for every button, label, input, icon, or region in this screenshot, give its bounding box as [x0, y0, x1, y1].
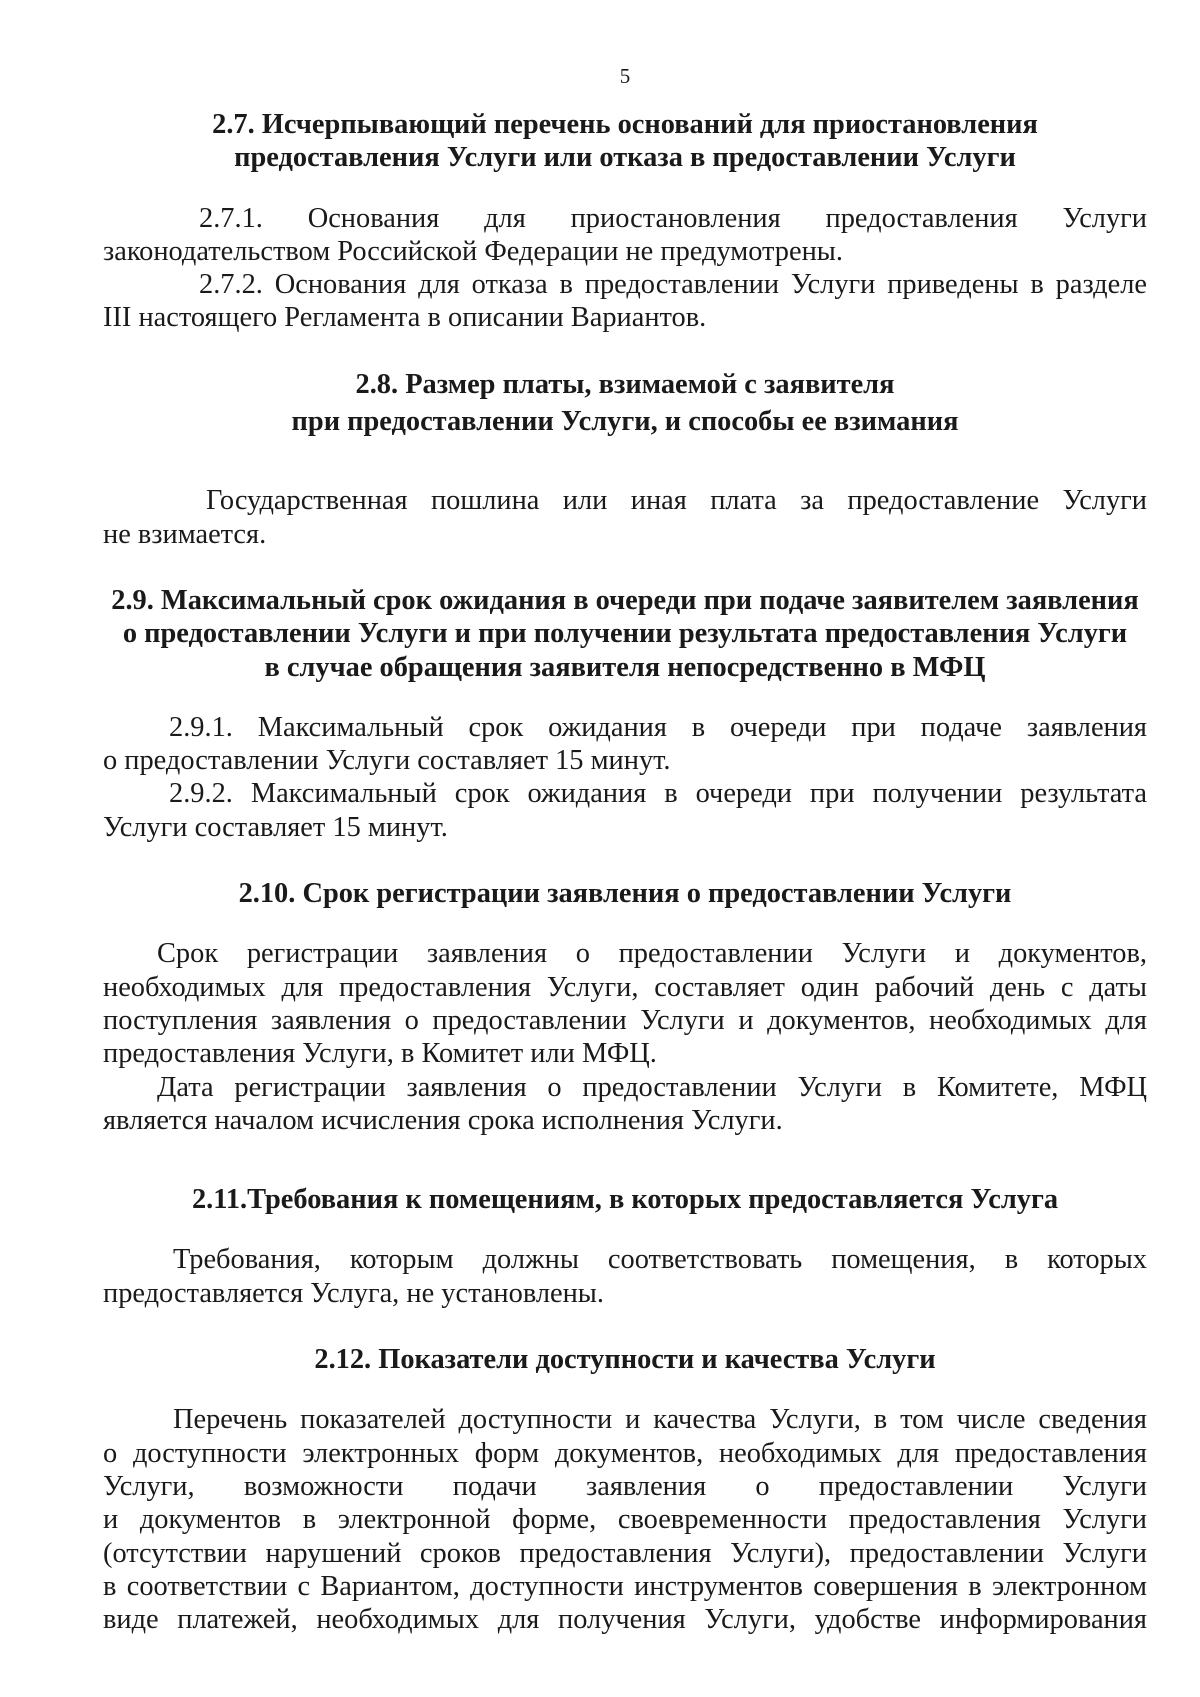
text-line: 2.9.1. Максимальный срок ожидания в очереди при подаче заявления — [169, 711, 1147, 743]
text-line: 2.7.2. Основания для отказа в предоставлении Услуги приведены в разделе — [199, 269, 1147, 301]
section-2-8-heading — [103, 368, 1147, 439]
page-number: 5 — [619, 64, 631, 88]
section-2-12-heading — [103, 1343, 1147, 1376]
section-2-10-heading — [103, 877, 1147, 910]
paragraph-2-7-1 — [103, 202, 1147, 269]
text-line: (отсутствии нарушений сроков предоставления Услуги), предоставлении Услуги — [103, 1537, 1147, 1569]
paragraph-2-7-2 — [103, 268, 1147, 335]
text-line: предоставляется Услуга, не установлены. — [103, 1277, 604, 1309]
text-line: Услуги составляет 15 минут. — [103, 811, 448, 843]
document-page — [103, 108, 1147, 1636]
text-line: Перечень показателей доступности и качества Услуги, в том числе сведения — [173, 1404, 1147, 1436]
paragraph-2-9-2 — [103, 777, 1147, 844]
text-line: и документов в электронной форме, своевременности предоставления Услуги — [103, 1504, 1147, 1536]
heading-line: 2.12. Показатели доступности и качества Услуги — [314, 1344, 936, 1376]
heading-line: в случае обращения заявителя непосредственно в МФЦ — [264, 651, 986, 683]
section-2-7-heading — [103, 108, 1147, 175]
text-line: о предоставлении Услуги составляет 15 минут. — [103, 745, 671, 777]
heading-line: 2.7. Исчерпывающий перечень оснований для приостановления — [212, 109, 1038, 140]
text-line: о доступности электронных форм документов, необходимых для предоставления — [103, 1437, 1147, 1469]
paragraph-2-8 — [103, 484, 1147, 551]
heading-line: при предоставлении Услуги, и способы ее взимания — [291, 406, 959, 438]
text-line: законодательством Российской Федерации не предумотрены. — [103, 235, 843, 267]
section-2-11-heading — [103, 1183, 1147, 1216]
paragraph-2-12 — [103, 1403, 1147, 1636]
text-line: III настоящего Регламента в описании Вариантов. — [103, 302, 707, 334]
text-line: виде платежей, необходимых для получения Услуги, удобстве информирования — [103, 1604, 1147, 1636]
text-line: Требования, которым должны соответствовать помещения, в которых — [173, 1244, 1147, 1276]
text-line: 2.7.1. Основания для приостановления предоставления Услуги — [199, 202, 1147, 234]
text-line: Срок регистрации заявления о предоставлении Услуги и документов, — [157, 938, 1147, 970]
text-line: 2.9.2. Максимальный срок ожидания в очереди при получении результата — [169, 778, 1147, 810]
heading-line: 2.8. Размер платы, взимаемой с заявителя — [355, 368, 895, 400]
paragraph-2-10-1 — [103, 937, 1147, 1070]
heading-line: 2.10. Срок регистрации заявления о предоставлении Услуги — [238, 878, 1012, 910]
paragraph-2-10-2 — [103, 1071, 1147, 1138]
text-line: Услуги, возможности подачи заявления о предоставлении Услуги — [103, 1470, 1147, 1502]
text-line: Дата регистрации заявления о предоставлении Услуги в Комитете, МФЦ — [157, 1071, 1147, 1103]
paragraph-2-9-1 — [103, 711, 1147, 778]
section-2-9-heading — [103, 584, 1147, 684]
heading-line: 2.11.Требования к помещениям, в которых предоставляется Услуга — [191, 1184, 1059, 1216]
text-line: необходимых для предоставления Услуги, составляет один рабочий день с даты — [103, 971, 1147, 1003]
paragraph-2-11 — [103, 1243, 1147, 1310]
text-line: Государственная пошлина или иная плата за предоставление Услуги — [206, 485, 1147, 517]
heading-line: предоставления Услуги или отказа в предоставлении Услуги — [234, 142, 1016, 174]
text-line: не взимается. — [103, 518, 267, 550]
text-line: в соответствии с Вариантом, доступности инструментов совершения в электронном — [103, 1570, 1147, 1602]
text-line: поступления заявления о предоставлении Услуги и документов, необходимых для — [103, 1004, 1147, 1036]
text-line: предоставления Услуги, в Комитет или МФЦ. — [103, 1038, 657, 1070]
heading-line: о предоставлении Услуги и при получении результата предоставления Услуги — [122, 618, 1128, 650]
text-line: является началом исчисления срока исполнения Услуги. — [103, 1104, 783, 1136]
heading-line: 2.9. Максимальный срок ожидания в очереди при подаче заявителем заявления — [111, 584, 1139, 616]
